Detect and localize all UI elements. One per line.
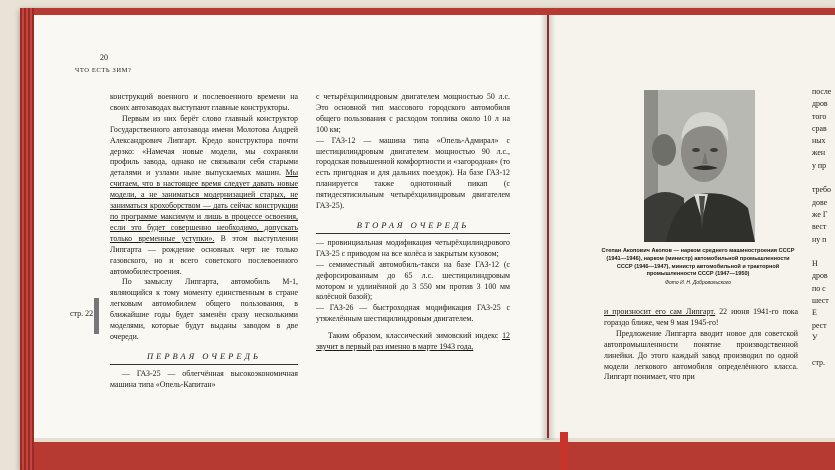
text-column-2 <box>316 92 510 353</box>
portrait-photo <box>644 90 755 242</box>
quote-text: Первым из них берёт слово главный конструктор Государственного автозавода имени Молотова Андрей Александрович Липгарт. Кредо конструктора почти дерзко: «Намечая новые модели, мы сохраняли профиль завода, однако не связывали себя старыми деталями и узлами ныне выпускаемых машин. <box>110 113 298 178</box>
cut-line: дров <box>812 99 828 109</box>
cut-line: у пр <box>812 160 827 170</box>
cut-line: дров <box>812 271 828 281</box>
text: Таким образом, классический зимовский индекс <box>328 331 499 341</box>
underlined-quote: Мы считаем, что в настоящее время следует давать новые модели, а не заниматься модернизацией старых, не заниматься крохоборством — дать сейчас конструкции по программе максимум и лишь в процессе освоения, если это будет совершенно необходимо, допускать только временные уступки». <box>110 168 298 243</box>
section-heading-second-stage: ВТОРАЯ ОЧЕРЕДЬ <box>316 220 510 234</box>
side-page-reference: стр. 22 <box>70 309 94 318</box>
text-column-1 <box>110 92 298 391</box>
list-item: — ГАЗ-26 — быстроходная модификация ГАЗ-25 с утяжелённым шестицилиндровым двигателем. <box>316 303 510 324</box>
cut-line: требо <box>812 185 831 195</box>
cut-line: ных <box>812 136 826 146</box>
list-item: — ГАЗ-25 — облегчённая высокоэкономичная машина типа «Опель-Капитан» <box>110 368 298 389</box>
text: 22 июня 1941-го пока гораздо ближе, чем 9 мая 1945-го! <box>604 307 798 327</box>
paragraph <box>604 307 798 329</box>
cut-line: У <box>812 332 818 342</box>
paragraph-conclusion <box>316 331 510 353</box>
paragraph: По замыслу Липгарта, автомобиль М-1, являющийся к тому моменту единственным в стране легковым автомобилем общего пользования, в ближайшие годы будет заменён сразу несколькими моделями, которые будут выданы заводом в две очереди. <box>110 277 298 341</box>
cut-line <box>812 344 835 356</box>
underlined-text: 12 звучит в первый раз именно в марте 1943 года, <box>316 331 510 352</box>
caption-text: Степан Акопович Акопов — нарком среднего машиностроения СССР (1941—1946), нарком (министр) автомобильной промышленности СССР (1946—1947), министр автомобильной и тракторной промышленности СССР (1947—1950) <box>601 248 795 278</box>
photo-credit: Фото И. Н. Добровольского <box>665 280 731 287</box>
side-marker-bar <box>94 298 99 334</box>
page-edge <box>34 438 835 442</box>
text-column-4-cut <box>812 86 835 369</box>
cut-line: же Г <box>812 209 828 219</box>
bookmark-ribbon <box>560 432 568 470</box>
paragraph: с четырёхцилиндровым двигателем мощностью 50 л.с. Это основной тип массового городского автомобиля общего пользования с расходом топлива около 10 л на 100 км; <box>316 92 510 134</box>
paragraph: Предложение Липгарта вводит новое для советской автопромышленности понятие производственной линейки. До этого каждый завод производил по одной модели легкового автомобиля определённого класса. Липгарт понимает, что при <box>604 328 798 382</box>
cut-line <box>812 172 835 184</box>
cut-line: Н <box>812 259 818 269</box>
cut-line: того <box>812 111 827 121</box>
cut-line: жен <box>812 148 826 158</box>
cut-line: рест <box>812 320 827 330</box>
running-head: ЧТО ЕСТЬ ЗИМ? <box>75 67 132 74</box>
quote-text-continued: В этом выступлении Липгарта — рождение основных черт не только газовского, но и всего советского послевоенного автомобилестроения. <box>110 233 298 276</box>
photo-caption <box>598 248 798 288</box>
book-gutter <box>540 15 556 440</box>
cut-line: дове <box>812 197 828 207</box>
paragraph-lipgart-quote <box>110 114 298 278</box>
cut-line: шест <box>812 296 829 306</box>
page-number: 20 <box>100 53 108 62</box>
portrait-image <box>644 90 755 242</box>
cover-spine-band <box>20 8 34 470</box>
section-heading-first-stage: ПЕРВАЯ ОЧЕРЕДЬ <box>110 351 298 365</box>
text-column-3 <box>604 307 798 383</box>
underlined-text: и произносит его сам Липгарт. <box>604 307 716 316</box>
cut-line: по с <box>812 283 826 293</box>
cut-line: стр. <box>812 357 825 367</box>
paragraph: конструкций военного и послевоенного времени на своих автозаводах выступают главные конструкторы. <box>110 92 298 112</box>
list-item: — провинциальная модификация четырёхцилиндрового ГАЗ-25 с приводом на все колёса и закрытым кузовом; <box>316 237 510 258</box>
list-item: — семиместный автомобиль-такси на базе ГАЗ-12 (с дефорсированным до 65 л.с. шестицилиндровым мотором и удлинённой до 3 550 мм против 3 100 мм колёсной базой); <box>316 259 510 302</box>
cut-line: после <box>812 87 832 96</box>
cut-line: ну п <box>812 234 827 244</box>
cut-line: Е <box>812 308 817 318</box>
cut-line: срав <box>812 123 827 133</box>
cut-line <box>812 246 835 258</box>
list-item: — ГАЗ-12 — машина типа «Опель-Адмирал» с шестицилиндровым двигателем мощностью 90 л.с., городская повышенной комфортности и «загородная» (то есть пригодная и для дальних поездок). На базе ГАЗ-12 планируется также однотонный пикап (с пятидесятисильным четырёхцилиндровым двигателем ГАЗ-25). <box>316 135 510 211</box>
cut-line: вест <box>812 222 827 232</box>
